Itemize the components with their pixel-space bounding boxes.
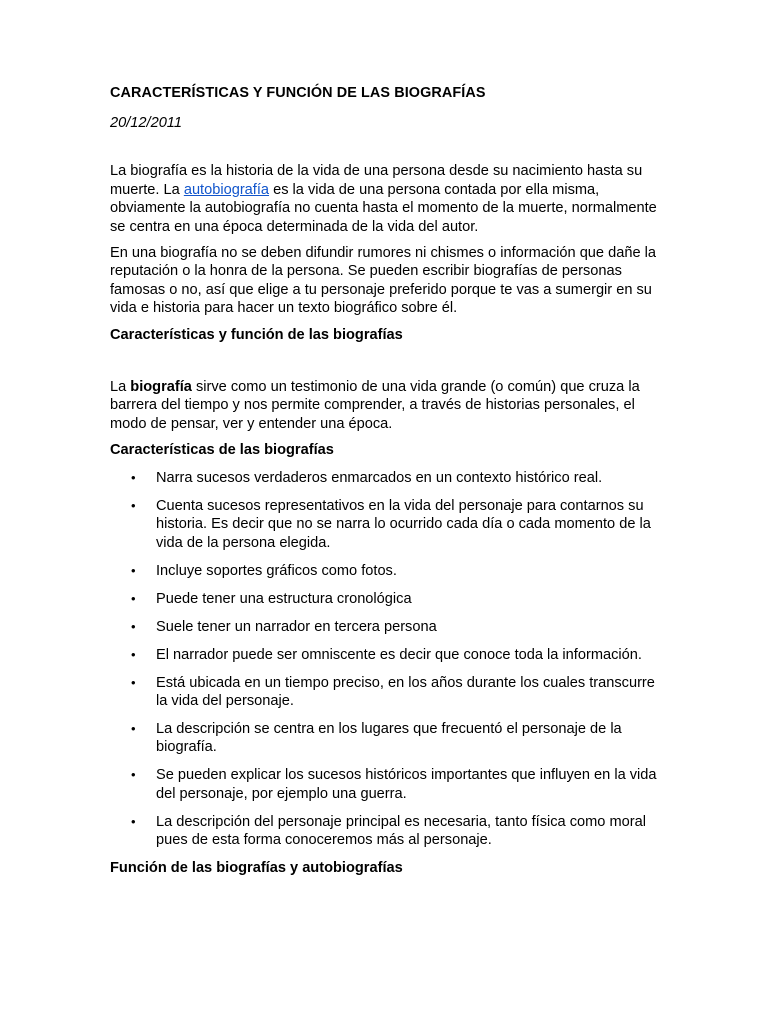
document-date: 20/12/2011	[110, 115, 182, 131]
list-item	[110, 720, 670, 757]
bullet-icon: •	[131, 497, 136, 513]
bullet-icon: •	[131, 562, 136, 578]
bullet-icon: •	[131, 646, 136, 662]
bullet-icon: •	[131, 767, 136, 783]
list-item	[110, 469, 670, 487]
bullet-icon: •	[131, 674, 136, 690]
list-item	[110, 674, 670, 711]
list-item-text: Se pueden explicar los sucesos históricos importantes que influyen en la vida del personaje, por ejemplo una guerra.	[156, 767, 657, 802]
biografia-bold-term: biografía	[130, 379, 192, 396]
list-item	[110, 590, 670, 608]
section-heading-funcion: Función de las biografías y autobiografías	[110, 860, 403, 877]
rumors-paragraph: En una biografía no se deben difundir rumores ni chismes o información que dañe la reputación o la honra de la persona. Se pueden escribir biografías de personas famosas o no, así que elige a tu personaje preferido porque te vas a sumergir en su vida e historia para hacer un texto biográfico sobre él.	[110, 245, 656, 317]
list-item	[110, 646, 670, 664]
section-heading-caracteristicas-funcion: Características y función de las biografías	[110, 326, 403, 343]
list-item-text: La descripción se centra en los lugares que frecuentó el personaje de la biografía.	[156, 720, 622, 756]
list-item-text: El narrador puede ser omniscente es decir que conoce toda la información.	[156, 646, 642, 663]
list-item	[110, 766, 670, 803]
list-item	[110, 497, 670, 552]
bullet-icon: •	[131, 590, 136, 606]
list-item-text: Incluye soportes gráficos como fotos.	[156, 562, 397, 579]
document-title: CARACTERÍSTICAS Y FUNCIÓN DE LAS BIOGRAFÍAS	[110, 85, 486, 101]
list-item-text: La descripción del personaje principal es necesaria, tanto física como moral pues de esta forma conoceremos más al personaje.	[156, 813, 646, 849]
bullet-icon: •	[131, 813, 136, 829]
list-item-text: Puede tener una estructura cronológica	[156, 590, 412, 607]
list-item-text: Narra sucesos verdaderos enmarcados en un contexto histórico real.	[156, 469, 603, 486]
testimony-paragraph	[110, 378, 670, 433]
list-item-text: Está ubicada en un tiempo preciso, en los años durante los cuales transcurre la vida del personaje.	[156, 674, 655, 709]
list-item	[110, 618, 670, 636]
section-heading-caracteristicas: Características de las biografías	[110, 442, 334, 459]
list-item	[110, 813, 670, 850]
list-item-text: Suele tener un narrador en tercera persona	[156, 618, 437, 635]
characteristics-list	[110, 469, 670, 850]
intro-text-end: es la vida de una persona contada por ella misma, obviamente la autobiografía no cuenta hasta el momento de la muerte, normalmente se centra en una época determinada de la vida del autor.	[110, 181, 657, 235]
bullet-icon: •	[131, 720, 136, 736]
list-item	[110, 562, 670, 580]
intro-paragraph	[110, 162, 670, 236]
testimony-text-start: La	[110, 379, 131, 396]
bullet-icon: •	[131, 469, 136, 485]
list-item-text: Cuenta sucesos representativos en la vida del personaje para contarnos su historia. Es decir que no se narra lo ocurrido cada día o cada momento de la vida de la persona elegida.	[156, 497, 651, 551]
document-body	[110, 84, 670, 878]
testimony-text-end: sirve como un testimonio de una vida grande (o común) que cruza la barrera del tiempo y nos permite comprender, a través de historias personales, el modo de pensar, ver y entender una época.	[110, 379, 640, 432]
autobiografia-link[interactable]: autobiografía	[183, 181, 270, 198]
bullet-icon: •	[131, 618, 136, 634]
intro-text-start: La biografía es la historia de la vida de una persona desde su nacimiento hasta su muerte. La	[110, 163, 643, 198]
